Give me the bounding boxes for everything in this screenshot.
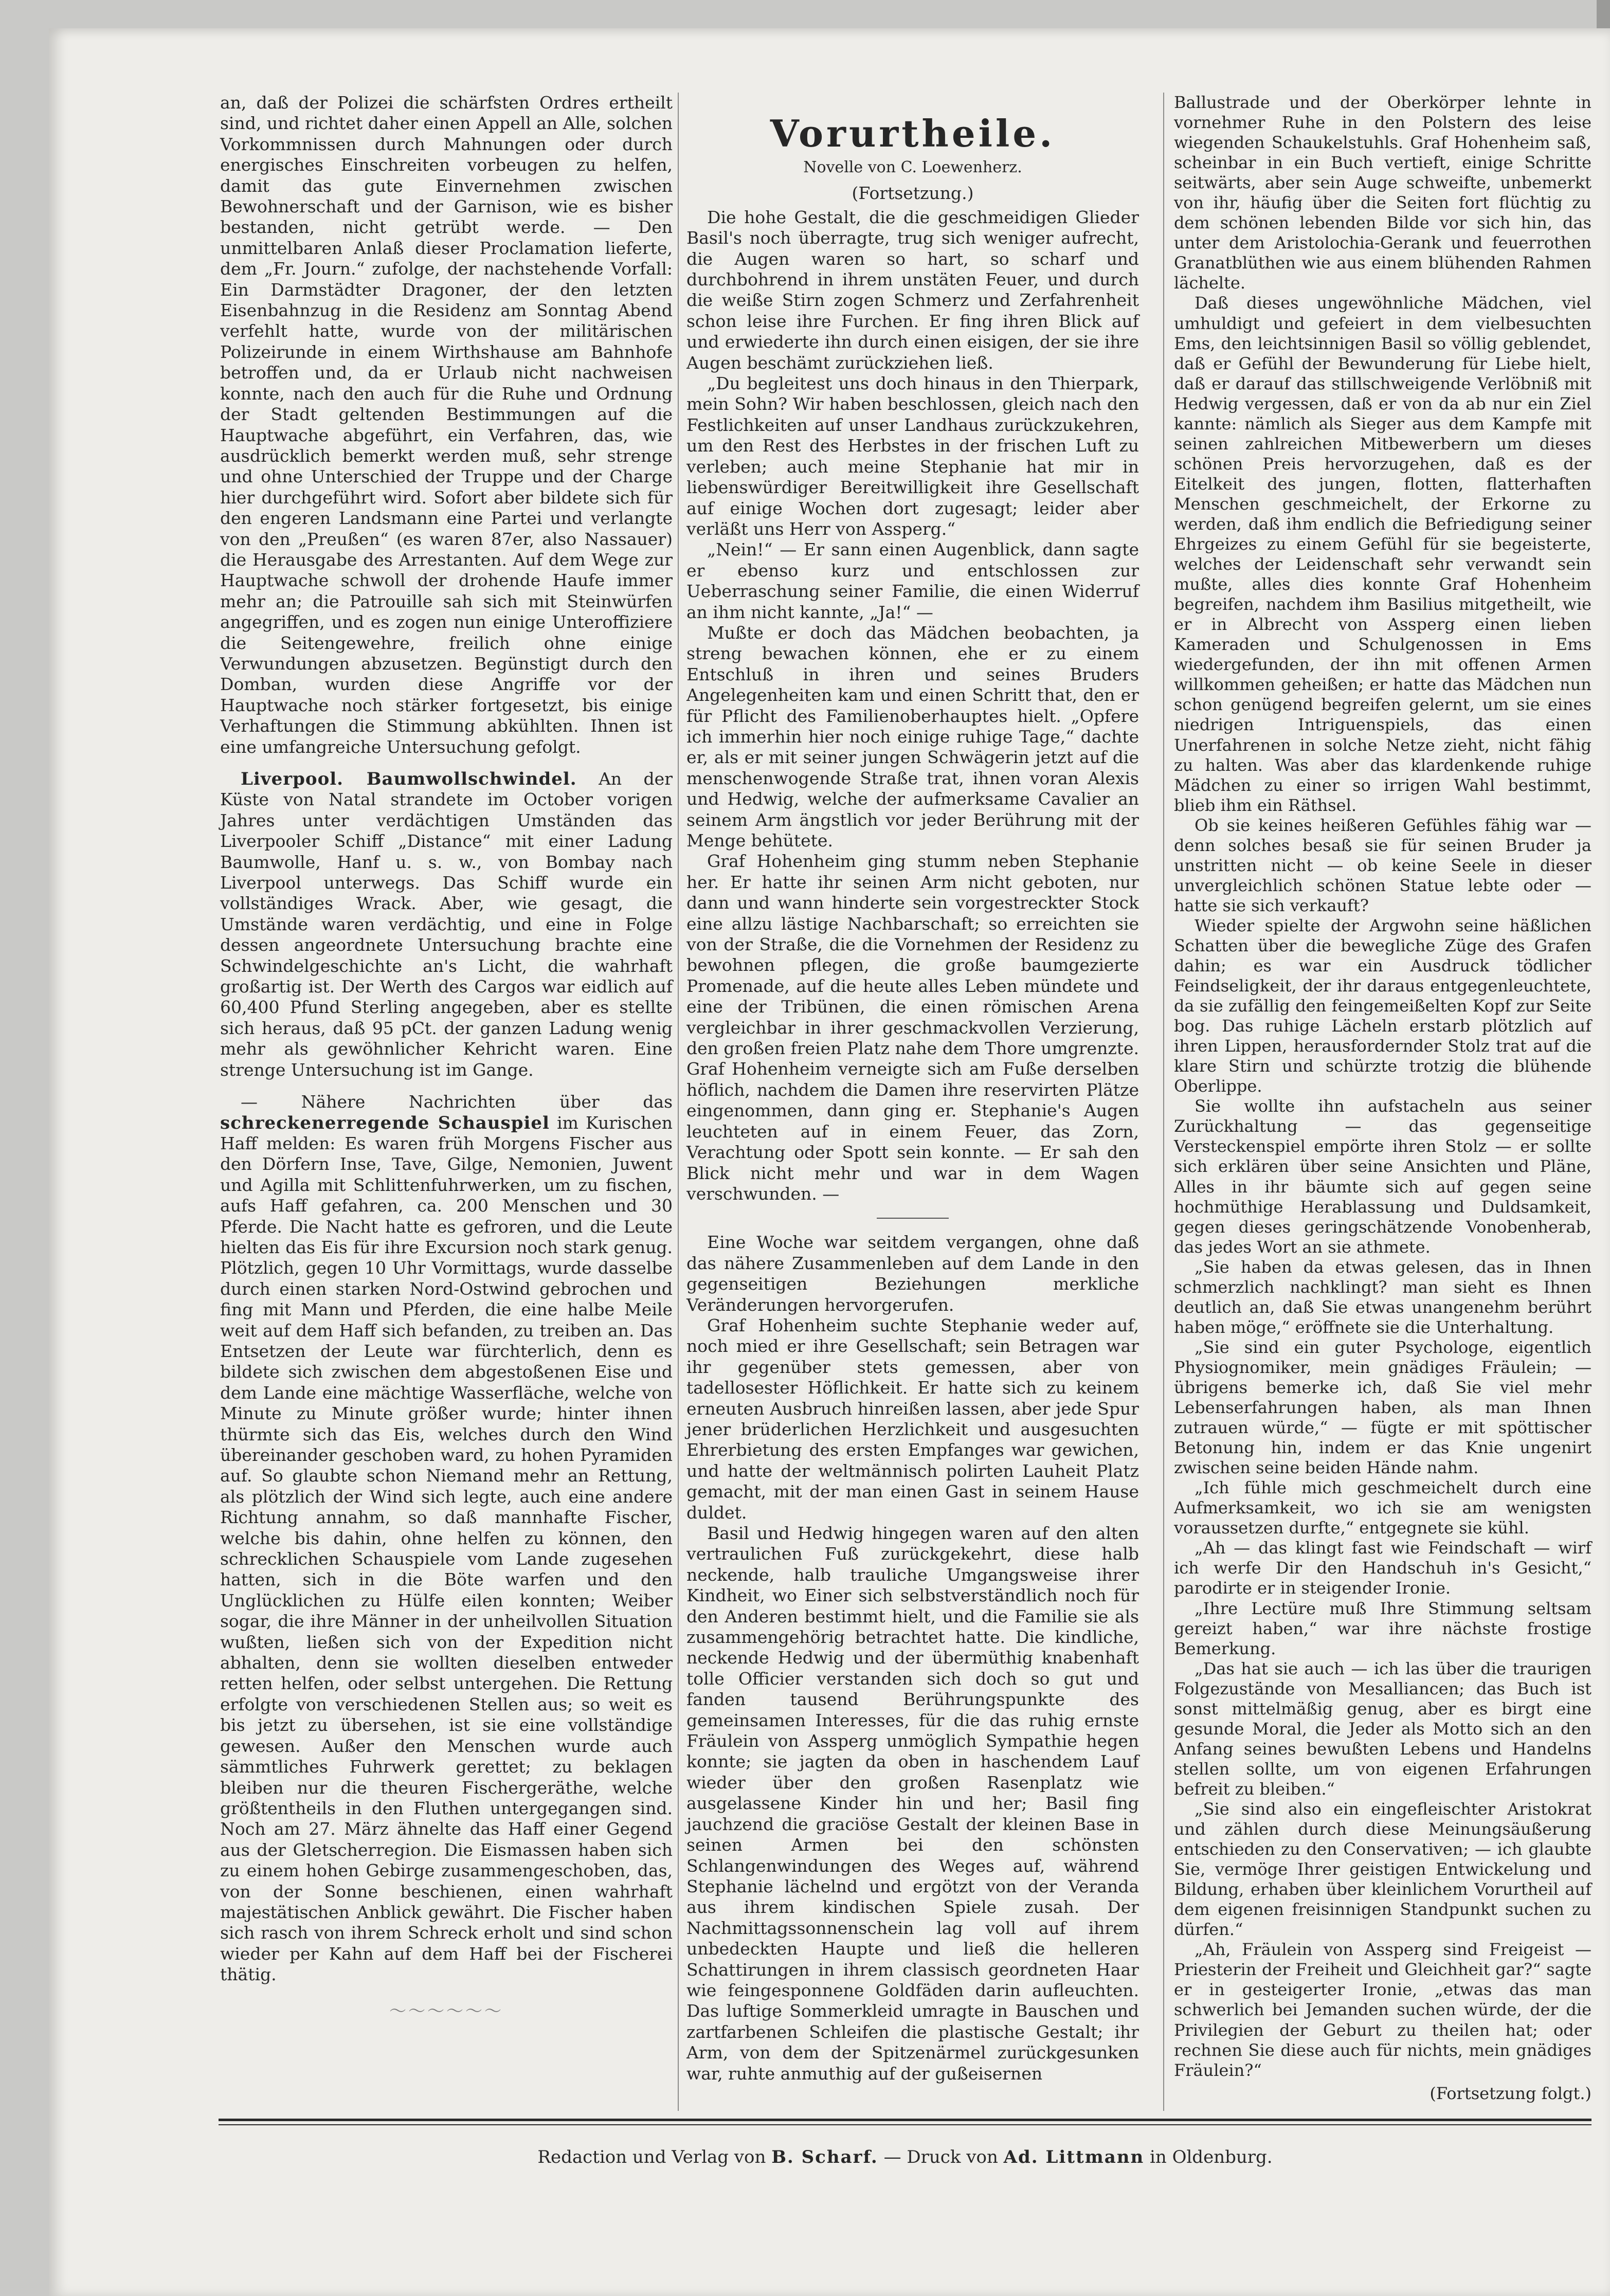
column-left (220, 93, 673, 2021)
article-proclamation: an, daß der Polizei die schärfsten Ordres ertheilt sind, und richtet daher einen Appell an Alle, solchen Vorkommnissen durch Mahnungen oder durch energisches Einschreiten vorbeugen zu helfen, damit das gute Einvernehmen zwischen Bewohnerschaft und der Garnison, wie es bisher bestanden, nicht getrübt werde. — Den unmittelbaren Anlaß dieser Proclamation lieferte, dem „Fr. Journ.“ zufolge, der nachstehende Vorfall: Ein Darmstädter Dragoner, der den letzten Eisenbahnzug in die Residenz am Sonntag Abend verfehlt hatte, wurde von der militärischen Polizeirunde in einem Wirthshause am Bahnhofe betroffen und, da er Urlaub nicht nachweisen konnte, nach den auch für die Ruhe und Ordnung der Stadt geltenden Bestimmungen auf die Hauptwache abgeführt, ein Verfahren, das, wie ausdrücklich bemerkt werden muß, sehr strenge und ohne Unterschied der Truppe und der Charge hier durchgeführt wird. Sofort aber bildete sich für den engeren Landsmann eine Partei und verlangte von den „Preußen“ (es waren 87er, also Nassauer) die Herausgabe des Arrestanten. Auf dem Wege zur Hauptwache schwoll der drohende Haufe immer mehr an; die Patrouille sah sich mit Steinwürfen angegriffen, und es zogen nun einige Unteroffiziere die Seitengewehre, freilich ohne einige Verwundungen abzusetzen. Begünstigt durch den Domban, wurden diese Angriffe vor der Hauptwache noch stärker fortgesetzt, bis einige Verhaftungen die Stimmung abkühlten. Ihnen ist eine umfangreiche Untersuchung gefolgt. (220, 93, 673, 757)
novel-paragraph: „Ah, Fräulein von Assperg sind Freigeist — Priesterin der Freiheit und Gleichheit gar?“ sagte er in gesteigerter Ironie, „etwas das man schwerlich bei Jemanden suchen würde, der die Privilegien der Geburt zu theilen hat; oder rechnen Sie diese auch für nichts, mein gnädiges Fräulein?“ (1174, 1940, 1591, 2080)
novel-paragraph: Die hohe Gestalt, die die geschmeidigen Glieder Basil's noch überragte, trug sich weniger aufrecht, die Augen waren so hart, so scharf und durchbohrend in ihrem unstäten Feuer, und durch die weiße Stirn zogen Schmerz und Zerfahrenheit schon leise ihre Furchen. Er fing ihren Blick auf und erwiederte ihn durch einen eisigen, der sie ihre Augen beschämt zurückziehen ließ. (686, 207, 1139, 373)
novel-paragraph: Graf Hohenheim suchte Stephanie weder auf, noch mied er ihre Gesellschaft; sein Betragen war ihr gegenüber stets gemessen, aber von tadellosester Höflichkeit. Er hatte sich zu keinem erneuten Ausbruch hinreißen lassen, aber jede Spur jener brüderlichen Herzlichkeit und ausgesuchten Ehrerbietung des ersten Empfanges war gewichen, und hatte der weltmännisch polirten Lauheit Platz gemacht, mit der man einen Gast in seinem Hause duldet. (686, 1315, 1139, 1523)
article-haff-body: im Kurischen Haff melden: Es waren früh Morgens Fischer aus den Dörfern Inse, Tave, Gilge, Nemonien, Juwent und Agilla mit Schlittenfuhrwerken, um zu fischen, aufs Haff gefahren, ca. 200 Menschen und 30 Pferde. Die Nacht hatte es gefroren, und die Leute hielten das Eis für ihre Excursion noch stark genug. Plötzlich, gegen 10 Uhr Vormittags, wurde dasselbe durch einen starken Nord-Ostwind gebrochen und fing mit Mann und Pferden, die eine halbe Meile weit auf dem Haff sich befanden, zu treiben an. Das Entsetzen der Leute war fürchterlich, denn es bildete sich zwischen dem abgestoßenen Eise und dem Lande eine mächtige Wasserfläche, welche von Minute zu Minute größer wurde; hinter ihnen thürmte sich das Eis, welches durch den Wind übereinander geschoben ward, zu hohen Pyramiden auf. So glaubte schon Niemand mehr an Rettung, als plötzlich der Wind sich legte, auch eine andere Richtung annahm, so daß mannhafte Fischer, welche bis dahin, ohne helfen zu können, den schrecklichen Schauspiele vom Lande zugesehen hatten, sich in die Böte warfen und den Unglücklichen zu Hülfe eilen konnten; Weiber sogar, die ihre Männer in der unheilvollen Situation wußten, ließen sich von der Expedition nicht abhalten, denn sie wollten dieselben entweder retten helfen, oder selbst untergehen. Die Rettung erfolgte von verschiedenen Stellen aus; so weit es bis jetzt zu übersehen, ist sie eine vollständige gewesen. Außer den Menschen wurde auch sämmtliches Fuhrwerk gerettet; zu beklagen bleiben nur die theuren Fischergeräthe, welche größtentheils in den Fluthen untergegangen sind. Noch am 27. März ähnelte das Haff einer Gegend aus der Gletscherregion. Die Eismassen haben sich zu einem hohen Gebirge zusammengeschoben, das, von der Sonne beschienen, einen wahrhaft majestätischen Anblick gewährt. Die Fischer haben sich rasch von ihrem Schreck erholt und sind schon wieder per Kahn auf dem Haff bei der Fischerei thätig. (220, 1112, 673, 1985)
article-liverpool (220, 769, 673, 1080)
novel-continued: (Fortsetzung.) (852, 183, 974, 204)
novel-paragraph: Daß dieses ungewöhnliche Mädchen, viel umhuldigt und gefeiert in dem vielbesuchten Ems, den leichtsinnigen Basil so völlig geblendet, daß er Gefühl der Bewunderung für Liebe hielt, daß er darauf das stillschweigende Verlöbniß mit Hedwig vergessen, daß er von da ab nur ein Ziel kannte: nämlich als Sieger aus dem Kampfe mit seinen zahlreichen Mitbewerbern um dieses schönen Preis hervorzugehen, daß es der Eitelkeit des jungen, flotten, flatterhaften Menschen geschmeichelt, der Erkorne zu werden, daß ihm endlich die Befriedigung seiner Ehrgeizes zu einem Gefühl für sie begeisterte, welches der Leidenschaft sehr verwandt sein mußte, alles dies konnte Graf Hohenheim begreifen, nachdem ihm Basilius mitgetheilt, wie er in Albrecht von Assperg einen lieben Kameraden und Schulgenossen in Ems wiedergefunden, der ihn mit offenen Armen willkommen geheißen; er hatte das Mädchen nun schon genügend begreifen gelernt, um sie eines niedrigen Intriguenspiels, das einen Unerfahrenen in solche Netze zieht, nicht fähig zu halten. Was aber das klardenkende ruhige Mädchen zu einer so irrigen Wahl bestimmt, blieb ihm ein Räthsel. (1174, 293, 1591, 815)
article-liverpool-heading: Liverpool. Baumwollschwindel. (241, 769, 577, 789)
novel-paragraph: Ballustrade und der Oberkörper lehnte in vornehmer Ruhe in den Polstern des leise wiegenden Schaukelstuhls. Graf Hohenheim saß, scheinbar in ein Buch vertieft, einige Schritte seitwärts, aber sein Auge schweifte, unbemerkt von ihr, häufig über die Seiten fort flüchtig zu dem schönen lebenden Bilde vor sich hin, das unter dem Aristolochia-Gerank und feuerrothen Granatblüthen wie aus einem blühenden Rahmen lächelte. (1174, 93, 1591, 293)
novel-paragraph: Sie wollte ihn aufstacheln aus seiner Zurückhaltung — das gegenseitige Versteckenspiel empörte ihren Stolz — er sollte sich erklären über seine Ansichten und Pläne, Alles in ihr bäumte sich auf gegen seine hochmüthige Herablassung und Duldsamkeit, gegen dieses geringschätzende Vonobenherab, das jedes Wort an sie athmete. (1174, 1096, 1591, 1257)
novel-subtitle: Novelle von C. Loewenherz. (803, 158, 1022, 176)
novel-paragraph: „Ihre Lectüre muß Ihre Stimmung seltsam gereizt haben,“ war ihre nächste frostige Bemerkung. (1174, 1598, 1591, 1658)
imprint-pre: Redaction und Verlag von (537, 2147, 766, 2167)
column-right (1174, 93, 1591, 2104)
novel-paragraph: Basil und Hedwig hingegen waren auf den alten vertraulichen Fuß zurückgekehrt, diese halb neckende, halb trauliche Umgangsweise ihrer Kindheit, wo Einer sich selbstverständlich noch für den Anderen bestimmt hielt, und die Familie sie als zusammengehörig betrachtet hatte. Die kindliche, neckende Hedwig und der übermüthig knabenhaft tolle Officier verstanden sich doch so gut und fanden tausend Berührungspunkte des gemeinsamen Interesses, für die das ruhig ernste Fräulein von Assperg unmöglich Sympathie hegen konnte; sie jagten da oben in haschendem Lauf wieder über den großen Rasenplatz wie ausgelassene Kinder hin und her; Basil fing jauchzend die graciöse Gestalt der kleinen Base in seinen Armen bei den schönsten Schlangenwindungen des Weges auf, während Stephanie lächelnd und ergötzt von der Veranda aus ihrem kindischen Spiele zusah. Der Nachmittagssonnenschein lag voll auf ihrem unbedeckten Haupte und ließ die helleren Schattirungen in ihrem classisch geordneten Haar wie feingesponnene Goldfäden darin aufleuchten. Das luftige Sommerkleid umragte in Bauschen und zartfarbenen Schleifen die plastische Gestalt; ihr Arm, von dem der Spitzenärmel zurückgesunken war, ruhte anmuthig auf der gußeisernen (686, 1523, 1139, 2084)
imprint-printer: Ad. Littmann (1003, 2147, 1145, 2167)
article-haff-bold: schreckenerregende Schauspiel (220, 1112, 550, 1133)
imprint-publisher: B. Scharf. (771, 2147, 878, 2167)
novel-paragraph: „Ich fühle mich geschmeichelt durch eine Aufmerksamkeit, wo ich sie am wenigsten voraussetzen durfte,“ entgegnete sie kühl. (1174, 1478, 1591, 1538)
novel-paragraph: Graf Hohenheim ging stumm neben Stephanie her. Er hatte ihr seinen Arm nicht geboten, nur dann und wann hinderte sein vorgestreckter Stock eine allzu lästige Nachbarschaft; so erreichten sie von der Straße, die die Vornehmen der Residenz zu bewohnen pflegen, die große baumgezierte Promenade, auf die heute alles Leben mündete und eine der Tribünen, die einen römischen Arena vergleichbar in ihrer geschmackvollen Verzierung, den großen freien Platz nahe dem Thore umgrenzte. Graf Hohenheim verneigte sich am Fuße derselben höflich, nachdem die Damen ihre reservirten Plätze eingenommen, dann ging er. Stephanie's Augen leuchteten auf in einem Feuer, das Zorn, Verachtung oder Spott sein konnte. — Er sah den Blick nicht mehr und war in dem Wagen verschwunden. — (686, 851, 1139, 1204)
novel-paragraph: Eine Woche war seitdem vergangen, ohne daß das nähere Zusammenleben auf dem Lande in den gegenseitigen Beziehungen merkliche Veränderungen hervorgerufen. (686, 1232, 1139, 1315)
imprint (219, 2147, 1591, 2167)
article-haff (220, 1092, 673, 1985)
novel-title: Vorurtheile. (770, 112, 1056, 155)
novel-paragraph: Mußte er doch das Mädchen beobachten, ja streng bewachen können, ehe er zu einem Entschluß in ihren und seines Bruders Angelegenheiten kam und einen Schritt that, den er für Pflicht des Familienoberhauptes hielt. „Opfere ich immerhin hier noch einige ruhige Tage,“ dachte er, als er mit seiner jungen Schwägerin jetzt auf die menschenwogende Straße trat, ihnen voran Alexis und Hedwig, welche der aufmerksame Cavalier an seinem Arm ängstlich vor jeder Berührung mit der Menge behütete. (686, 622, 1139, 851)
novel-paragraph: „Sie sind ein guter Psychologe, eigentlich Physiognomiker, mein gnädiges Fräulein; — übrigens bemerke ich, daß Sie viel mehr Lebenserfahrungen haben, als man Ihnen zutrauen würde,“ — fügte er mit spöttischer Betonung hin, indem er das Knie ungenirt zwischen seine beiden Hände nahm. (1174, 1337, 1591, 1478)
footer-rule (219, 2119, 1591, 2125)
novel-paragraph: „Das hat sie auch — ich las über die traurigen Folgezustände von Mesalliancen; das Buch ist sonst mittelmäßig genug, aber es birgt eine gesunde Moral, die Jeder als Motto sich an den Anfang seines bewußten Lebens und Handelns stellen sollte, um von eigenen Erfahrungen befreit zu bleiben.“ (1174, 1658, 1591, 1799)
column-divider-2 (1163, 93, 1164, 2111)
novel-paragraph: „Sie haben da etwas gelesen, das in Ihnen schmerzlich nachklingt? man sieht es Ihnen deutlich an, daß Sie etwas unangenehm berührt haben möge,“ eröffnete sie die Unterhaltung. (1174, 1257, 1591, 1337)
column-middle (686, 93, 1139, 2084)
section-separator (877, 1218, 949, 1219)
article-liverpool-body: An der Küste von Natal strandete im October vorigen Jahres unter verdächtigen Umständen das Liverpooler Schiff „Distance“ mit einer Ladung Baumwolle, Hanf u. s. w., von Bombay nach Liverpool unterwegs. Das Schiff wurde ein vollständiges Wrack. Aber, wie gesagt, die Umstände waren verdächtig, und eine in Folge dessen angeordnete Untersuchung brachte eine Schwindelgeschichte an's Licht, die wahrhaft großartig ist. Der Werth des Cargos war eidlich auf 60,400 Pfund Sterling angegeben, aber es stellte sich heraus, daß 95 pCt. der ganzen Ladung wenig mehr als gewöhnlicher Kehricht waren. Eine strenge Untersuchung ist im Gange. (220, 769, 673, 1080)
novel-paragraph: „Ah — das klingt fast wie Feindschaft — wirf ich werfe Dir den Handschuh in's Gesicht,“ parodirte er in steigender Ironie. (1174, 1538, 1591, 1598)
to-be-continued: (Fortsetzung folgt.) (1430, 2083, 1591, 2103)
novel-paragraph: Wieder spielte der Argwohn seine häßlichen Schatten über die bewegliche Züge des Grafen dahin; es war ein Ausdruck tödlicher Feindseligkeit, der ihr daraus entgegenleuchtete, da sie zufällig den feingemeißelten Kopf zur Seite bog. Das ruhige Lächeln erstarb plötzlich auf ihren Lippen, herausfordernder Stolz trat auf die klare Stirn und schürzte trotzig die blühende Oberlippe. (1174, 915, 1591, 1096)
imprint-post: in Oldenburg. (1149, 2147, 1273, 2167)
novel-paragraph: Ob sie keines heißeren Gefühles fähig war — denn solches besaß sie für seinen Bruder ja unstritten nicht — ob keine Seele in dieser unvergleichlich schönen Statue lebte oder — hatte sie sich verkauft? (1174, 815, 1591, 915)
imprint-mid: — Druck von (883, 2147, 998, 2167)
column-divider-1 (678, 93, 679, 2111)
novel-paragraph: „Nein!“ — Er sann einen Augenblick, dann sagte er ebenso kurz und entschlossen zur Ueberraschung seiner Familie, die einen Widerruf an ihm nicht kannte, „Ja!“ — (686, 539, 1139, 622)
novel-paragraph: „Du begleitest uns doch hinaus in den Thierpark, mein Sohn? Wir haben beschlossen, gleich nach den Festlichkeiten auf unser Landhaus zurückzukehren, um den Rest des Herbstes in der frischen Luft zu verleben; auch meine Stephanie hat mir in liebenswürdiger Bereitwilligkeit ihre Gesellschaft auf einige Wochen dort zugesagt; leider aber verläßt uns Herr von Assperg.“ (686, 373, 1139, 539)
novel-paragraph: „Sie sind also ein eingefleischter Aristokrat und zählen durch diese Meinungsäußerung entschieden zu den Conservativen; — ich glaubte Sie, vermöge Ihrer geistigen Entwickelung und Bildung, erhaben über kleinlichem Vorurtheil auf dem eigenen freisinnigen Standpunkt suchen zu dürfen.“ (1174, 1799, 1591, 1940)
article-haff-lead: — Nähere Nachrichten über das (241, 1092, 673, 1112)
end-ornament: ～～～～～～ (389, 2000, 503, 2021)
